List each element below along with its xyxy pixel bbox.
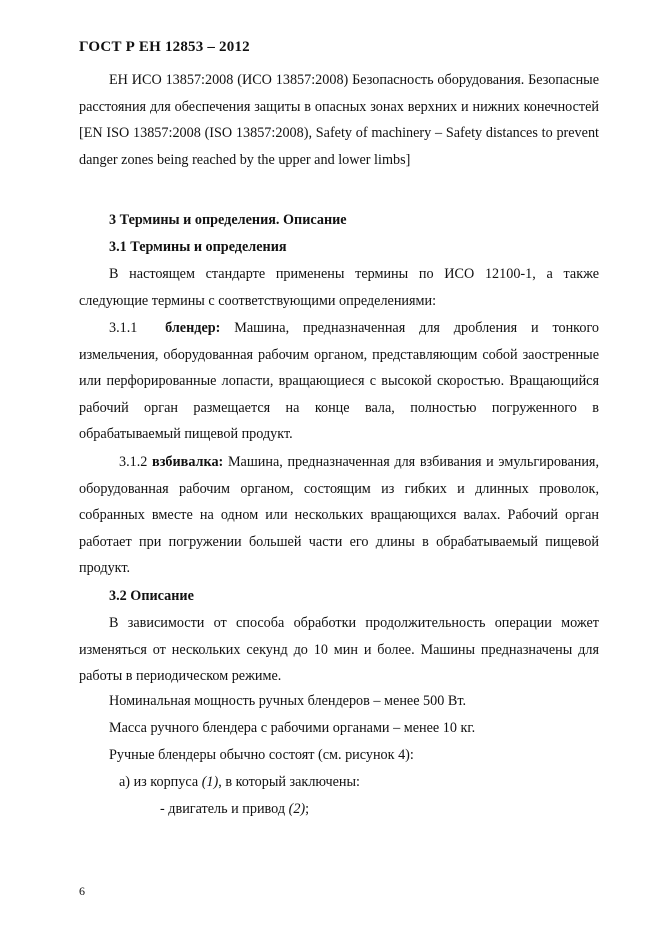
section-3-2-paragraph-1: В зависимости от способа обработки продолжительность операции может изменяться от нескольких секунд до 10 мин и более. Машины предназначены для работы в периодическом режиме. <box>79 615 599 685</box>
list-item-a-tail: , в который заключены: <box>218 774 360 790</box>
term-3-1-2-number: 3.1.2 <box>119 454 148 470</box>
list-item-a-ref: (1) <box>201 774 219 790</box>
list-item-a1-tail: ; <box>305 801 310 817</box>
section-3-1-intro: В настоящем стандарте применены термины по ИСО 12100-1, а также следующие термины с соответствующими определениями: <box>79 266 599 309</box>
term-3-1-1-definition: Машина, предназначенная для дробления и тонкого измельчения, оборудованная рабочим органом, представляющим собой заостренные или перфорированные лопасти, вращающиеся с высокой скоростью. Вращающийся рабочий орган размещается на конце вала, полностью погруженного в обрабатываемый пищевой продукт. <box>79 320 600 443</box>
section-3-2-paragraph-3: Масса ручного блендера с рабочими органами – менее 10 кг. <box>109 720 476 736</box>
term-3-1-1-number: 3.1.1 <box>109 320 138 336</box>
term-3-1-2-term: взбивалка: <box>152 454 224 470</box>
reference-paragraph: ЕН ИСО 13857:2008 (ИСО 13857:2008) Безопасность оборудования. Безопасные расстояния для обеспечения защиты в опасных зонах верхних и нижних конечностей [EN ISO 13857:2008 (ISO 13857:2008), Safety of machinery – Safety distances to prevent danger zones being reached by the upper and lower limbs] <box>79 72 599 168</box>
term-3-1-2-definition: Машина, предназначенная для взбивания и эмульгирования, оборудованная рабочим органом, состоящим из гибких и длинных проволок, собранных вместе на одном или нескольких вращающихся валах. Рабочий орган работает при погружении большей части его длины в обрабатываемый пищевой продукт. <box>79 454 599 577</box>
list-item-a-text: а) из корпуса <box>119 774 199 790</box>
term-3-1-1-term: блендер: <box>165 320 221 336</box>
section-3-1-title: 3.1 Термины и определения <box>109 239 287 255</box>
section-3-2-paragraph-2: Номинальная мощность ручных блендеров – менее 500 Вт. <box>109 693 467 709</box>
page-number: 6 <box>79 884 85 898</box>
section-3-title: 3 Термины и определения. Описание <box>109 212 347 228</box>
list-item-a <box>119 772 360 792</box>
document-header: ГОСТ Р ЕН 12853 – 2012 <box>79 39 250 55</box>
list-item-a1-ref: (2) <box>288 801 306 817</box>
term-3-1-2 <box>79 449 599 582</box>
list-item-a1-text: - двигатель и привод <box>160 801 286 817</box>
list-item-a1 <box>160 799 309 819</box>
section-3-2-title: 3.2 Описание <box>109 588 194 604</box>
section-3-2-paragraph-4: Ручные блендеры обычно состоят (см. рисунок 4): <box>109 747 414 763</box>
term-3-1-1 <box>79 315 599 448</box>
